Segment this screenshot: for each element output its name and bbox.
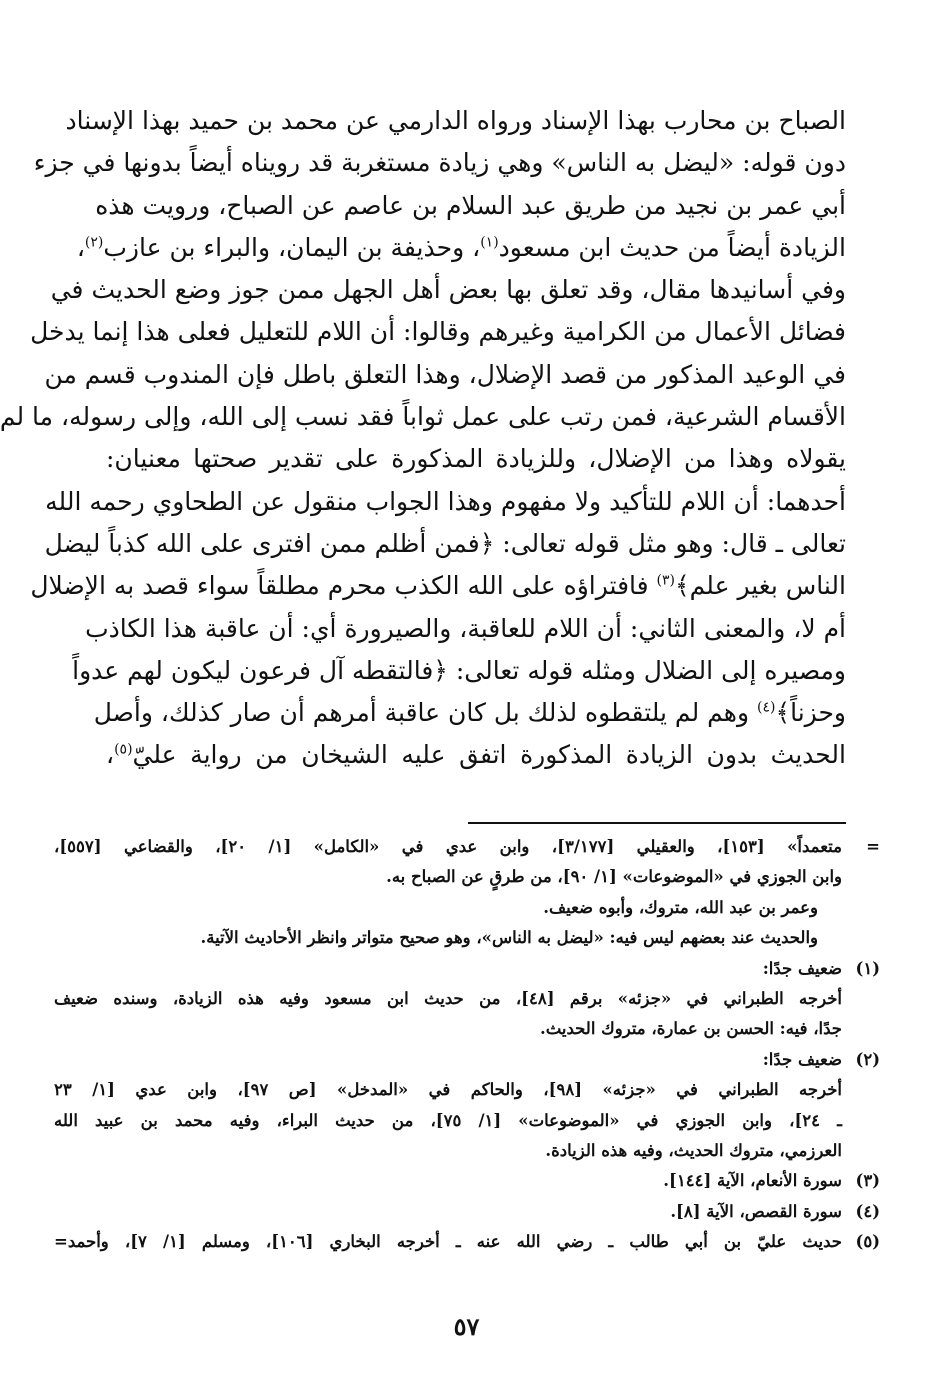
main-line: تعالى ـ قال: وهو مثل قوله تعالى: ﴿فمن أظلم ممن افترى على الله كذباً ليضل — [44, 528, 846, 558]
main-line: ومصيره إلى الضلال ومثله قوله تعالى: ﴿فالتقطه آل فرعون ليكون لهم عدواً — [72, 655, 846, 685]
footnote-marker: (٣) — [855, 1171, 880, 1191]
footnote-text: العرزمي، متروك الحديث، وفيه هذه الزيادة. — [545, 1140, 842, 1160]
footnote-text: متعمداً» [١٥٣]، والعقيلي [٣/١٧٧]، وابن عدي في «الكامل» [١/ ٢٠]، والقضاعي [٥٥٧]، — [54, 837, 842, 856]
footnote-text: أخرجه الطبراني في «جزئه» برقم [٤٨]، من حديث ابن مسعود وفيه هذه الزيادة، وسنده ضعيف — [54, 988, 842, 1008]
footnote-line — [54, 862, 880, 892]
main-line-text: الناس بغير علم﴾ — [675, 571, 846, 601]
footnote-line — [54, 893, 880, 923]
footnote-ref: (١) — [480, 234, 499, 251]
footnote-text: سورة الأنعام، الآية [١٤٤]. — [663, 1171, 842, 1191]
main-line-text: وحزناً﴾ — [775, 698, 846, 728]
main-line: وفي أسانيدها مقال، وقد تعلق بها بعض أهل الجهل ممن جوز وضع الحديث في — [50, 275, 846, 305]
main-line — [76, 227, 846, 269]
footnote-line — [54, 1166, 880, 1196]
footnote-text: جدًا، فيه: الحسن بن عمارة، متروك الحديث. — [539, 1019, 842, 1039]
footnote-line — [54, 832, 880, 862]
footnote-line — [54, 1014, 880, 1044]
main-line: الأقسام الشرعية، فمن رتب على عمل ثواباً فقد نسب إلى الله، وإلى رسوله، ما لم — [0, 402, 846, 432]
main-line-text: ، وحذيفة بن اليمان، والبراء بن عازب — [103, 232, 481, 262]
footnote-line — [54, 984, 880, 1014]
footnote-separator — [468, 822, 846, 824]
main-line-text: ، — [76, 232, 85, 262]
main-line — [93, 692, 846, 734]
footnotes-block — [54, 832, 880, 1257]
footnote-marker: (٥) — [855, 1232, 880, 1252]
main-line: أم لا، والمعنى الثاني: أن اللام للعاقبة، والصيرورة أي: أن عاقبة هذا الكاذب — [85, 613, 846, 643]
main-line — [106, 734, 846, 776]
continuation-marker: = — [866, 837, 880, 856]
footnote-text: حديث عليّ بن أبي طالب ـ رضي الله عنه ـ أخرجه البخاري [١٠٦]، ومسلم [١/ ٧]، وأحمد= — [54, 1232, 842, 1252]
page-number: ٥٧ — [453, 1312, 480, 1341]
footnote-ref: (٥) — [114, 742, 133, 759]
footnote-marker: (٤) — [855, 1201, 880, 1221]
footnote-line — [54, 923, 880, 953]
footnote-text: والحديث عند بعضهم ليس فيه: «ليضل به الناس»، وهو صحيح متواتر وانظر الأحاديث الآتية. — [200, 928, 818, 948]
footnote-text: وابن الجوزي في «الموضوعات» [١/ ٩٠]، من طرقٍ عن الصباح به. — [386, 867, 842, 887]
main-line-text: فافتراؤه على الله الكذب محرم مطلقاً سواء قصد به الإضلال — [30, 571, 657, 601]
main-line: فضائل الأعمال من الكرامية وغيرهم وقالوا: أن اللام للتعليل فعلى هذا إنما يدخل — [30, 317, 846, 347]
main-line: الصباح بن محارب بهذا الإسناد ورواه الدارمي عن محمد بن حميد بهذا الإسناد — [65, 106, 846, 135]
footnote-line — [54, 1045, 880, 1075]
footnote-line — [54, 1227, 880, 1257]
main-line-text: الحديث بدون الزيادة المذكورة اتفق عليه الشيخان من رواية عليّ — [132, 740, 846, 770]
main-line: يقولاه وهذا من الإضلال، وللزيادة المذكورة على تقدير صحتها معنيان: — [106, 444, 846, 474]
footnote-text: ضعيف جدًا: — [762, 958, 842, 978]
main-line: دون قوله: «ليضل به الناس» وهي زيادة مستغربة قد رويناه أيضاً بدونها في جزء — [33, 148, 846, 178]
main-text-block — [0, 100, 846, 777]
main-line — [30, 565, 846, 607]
main-line: في الوعيد المذكور من قصد الإضلال، وهذا التعلق باطل فإن المندوب قسم من — [44, 359, 846, 389]
main-line: أحدهما: أن اللام للتأكيد ولا مفهوم وهذا الجواب منقول عن الطحاوي رحمه الله — [45, 486, 846, 516]
footnote-text: سورة القصص، الآية [٨]. — [670, 1201, 842, 1221]
footnote-ref: (٢) — [84, 234, 104, 251]
footnote-line — [54, 1075, 880, 1105]
footnote-text: أخرجه الطبراني في «جزئه» [٩٨]، والحاكم في «المدخل» [ص ٩٧]، وابن عدي [١/ ٢٣ — [54, 1080, 842, 1100]
footnote-line — [54, 954, 880, 984]
footnote-text: ضعيف جدًا: — [762, 1049, 842, 1069]
footnote-marker: (٢) — [855, 1049, 880, 1069]
footnote-line — [54, 1136, 880, 1166]
footnote-text: وعمر بن عبد الله، متروك، وأبوه ضعيف. — [543, 897, 818, 917]
footnote-marker: (١) — [855, 958, 880, 978]
main-line-text: ، — [106, 740, 115, 770]
main-line: أبي عمر بن نجيد من طريق عبد السلام بن عاصم عن الصباح، ورويت هذه — [95, 190, 846, 220]
footnote-line — [54, 1197, 880, 1227]
footnote-ref: (٣) — [656, 572, 676, 589]
footnote-line — [54, 1106, 880, 1136]
footnote-ref: (٤) — [756, 699, 776, 716]
main-line-text: الزيادة أيضاً من حديث ابن مسعود — [498, 232, 846, 262]
footnote-text: ـ ٢٤]، وابن الجوزي في «الموضوعات» [١/ ٧٥]، من حديث البراء، وفيه محمد بن عبيد الله — [54, 1110, 842, 1130]
main-line-text: وهم لم يلتقطوه لذلك بل كان عاقبة أمرهم أن صار كذلك، وأصل — [93, 698, 757, 728]
